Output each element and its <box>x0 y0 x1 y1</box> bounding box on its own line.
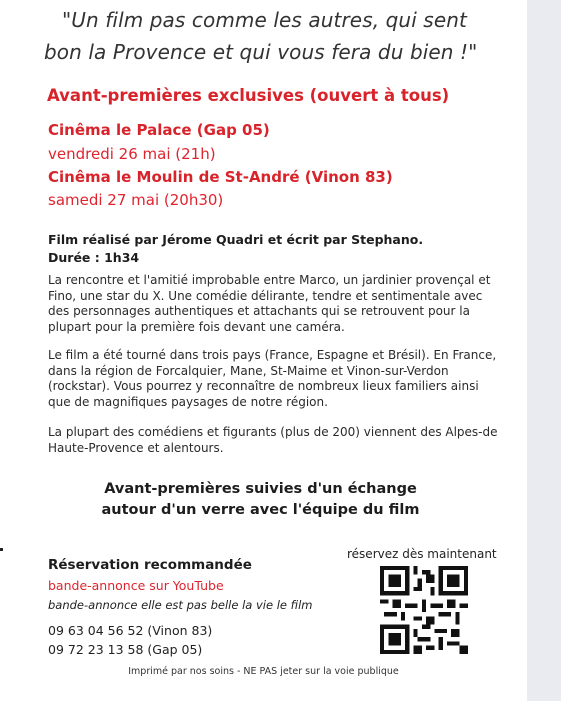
qr-module <box>414 587 422 591</box>
duration: Durée : 1h34 <box>48 250 140 265</box>
qr-finder-core <box>447 574 460 587</box>
qr-module <box>405 604 418 608</box>
footer-note: Imprimé par nos soins - NE PAS jeter sur la voie publique <box>128 666 399 677</box>
qr-module <box>426 616 434 624</box>
qr-module <box>426 646 434 650</box>
qr-module <box>460 646 468 654</box>
qr-finder-core <box>388 574 401 587</box>
viewer-background <box>527 0 561 701</box>
qr-module <box>418 637 431 641</box>
trailer-title: bande-annonce elle est pas belle la vie le film <box>48 598 313 612</box>
synopsis-line: dans la région de Forcalquier, Mane, St-Maime et Vinon-sur-Verdon <box>48 363 449 378</box>
qr-module <box>439 637 443 650</box>
reservation-heading: Réservation recommandée <box>48 557 252 573</box>
phone-vinon[interactable]: 09 63 04 56 52 (Vinon 83) <box>48 623 213 638</box>
screening-venue-2: Cinêma le Moulin de St-André (Vinon 83) <box>48 168 393 186</box>
phone-gap[interactable]: 09 72 23 13 58 (Gap 05) <box>48 642 203 657</box>
qr-module <box>430 604 443 608</box>
edge-mark <box>0 548 3 551</box>
exchange-line-2: autour d'un verre avec l'équipe du film <box>101 502 420 518</box>
qr-module <box>422 570 430 574</box>
synopsis-line: Le film a été tourné dans trois pays (France, Espagne et Brésil). En France, <box>48 348 497 362</box>
qr-module <box>426 574 434 582</box>
synopsis-paragraph-3 <box>48 425 498 456</box>
tagline-line-1: "Un film pas comme les autres, qui sent <box>62 8 467 32</box>
qr-module <box>422 600 426 613</box>
synopsis-line: Fino, une star du X. Une comédie délirante, tendre et sentimentale avec <box>48 288 483 303</box>
qr-module <box>414 616 422 620</box>
qr-module <box>384 612 397 616</box>
qr-module <box>422 625 430 629</box>
qr-module <box>414 629 418 637</box>
synopsis-line: (rockstar). Vous pourrez y reconnaître de nombreux lieux familiers ainsi <box>48 379 479 393</box>
synopsis-line: des personnages authentiques et attachants qui se retrouvent pour la <box>48 304 470 318</box>
qr-module <box>447 600 455 608</box>
exchange-line-1: Avant-premières suivies d'un échange <box>104 481 417 497</box>
qr-module <box>455 612 459 625</box>
qr-module <box>401 612 405 620</box>
qr-module <box>460 604 468 608</box>
qr-module <box>418 579 422 587</box>
synopsis-paragraph-2 <box>48 348 497 410</box>
tagline-line-2: bon la Provence et qui vous fera du bien !" <box>44 40 478 64</box>
qr-module <box>393 600 401 608</box>
qr-module <box>430 587 434 595</box>
screening-date-2: samedi 27 mai (20h30) <box>48 191 224 209</box>
qr-caption: réservez dès maintenant <box>347 547 497 561</box>
trailer-link[interactable]: bande-annonce sur YouTube <box>48 578 224 593</box>
screening-venue-1: Cinêma le Palace (Gap 05) <box>48 121 270 139</box>
screening-date-1: vendredi 26 mai (21h) <box>48 145 216 163</box>
synopsis-line: que de magnifiques paysages de notre région. <box>48 394 328 409</box>
qr-module <box>447 641 460 645</box>
synopsis-line: La rencontre et l'amitié improbable entre Marco, un jardinier provençal et <box>48 273 491 287</box>
qr-module <box>380 600 388 604</box>
premieres-heading: Avant-premières exclusives (ouvert à tous) <box>47 86 450 105</box>
qr-module <box>451 629 459 637</box>
synopsis-line: plupart pour la première fois devant une caméra. <box>48 319 345 334</box>
qr-module <box>414 566 418 574</box>
qr-module <box>434 629 447 633</box>
qr-finder-core <box>388 633 401 646</box>
qr-code[interactable] <box>380 566 468 654</box>
qr-module <box>439 612 452 616</box>
synopsis-line: La plupart des comédiens et figurants (plus de 200) viennent des Alpes-de <box>48 425 498 439</box>
synopsis-paragraph-1 <box>48 273 491 335</box>
credits-line: Film réalisé par Jérome Quadri et écrit par Stephano. <box>48 232 424 247</box>
qr-module <box>414 646 422 654</box>
synopsis-line: Haute-Provence et alentours. <box>48 440 224 455</box>
